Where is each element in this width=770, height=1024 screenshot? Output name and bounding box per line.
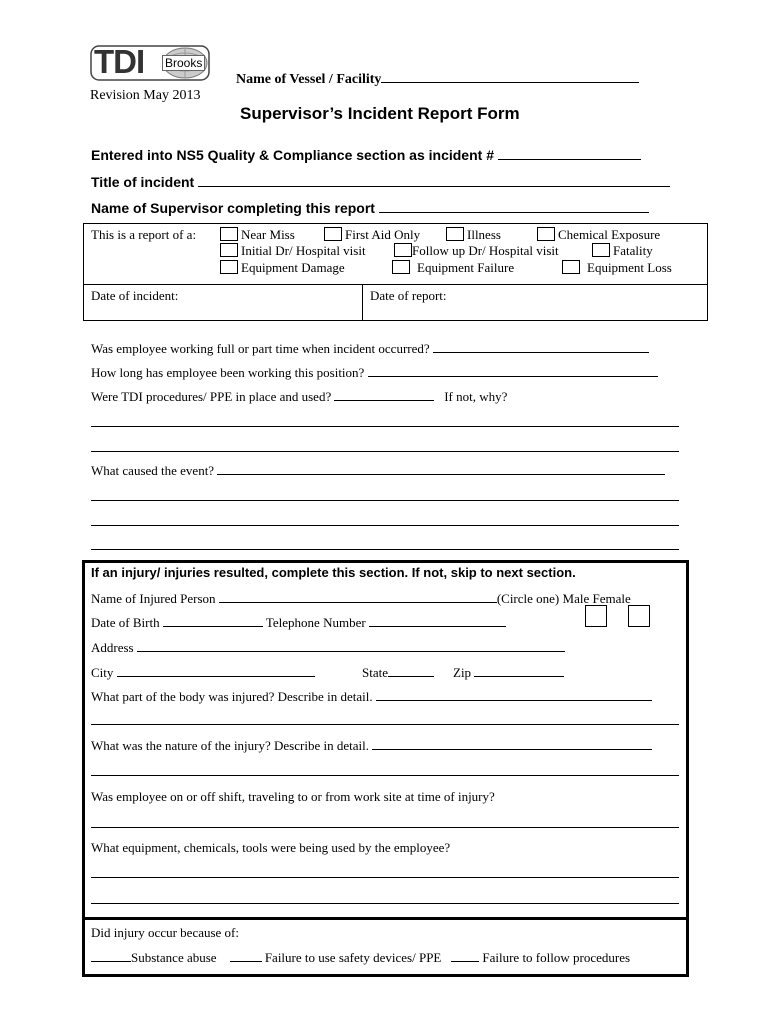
dob-field[interactable]: Date of Birth Telephone Number	[91, 614, 506, 631]
cause-options[interactable]	[91, 949, 630, 966]
report-type-label: This is a report of a:	[91, 227, 197, 242]
checkbox-equipment-loss[interactable]: Equipment Loss	[562, 260, 672, 276]
gender-boxes[interactable]	[585, 605, 650, 631]
answer-line[interactable]	[91, 775, 679, 776]
checkbox-equipment-damage[interactable]: Equipment Damage	[220, 260, 345, 276]
ns5-label: Entered into NS5 Quality & Compliance section as incident #	[91, 147, 494, 163]
checkbox-near-miss[interactable]: Near Miss	[220, 227, 295, 243]
answer-line[interactable]	[91, 500, 679, 501]
female-box[interactable]	[628, 605, 650, 627]
female-option[interactable]: Female	[592, 591, 631, 606]
vessel-field[interactable]	[236, 70, 639, 88]
answer-line[interactable]	[91, 549, 679, 550]
vessel-label: Name of Vessel / Facility	[236, 72, 382, 87]
incident-title-field[interactable]	[91, 174, 670, 190]
logo-text: TDI	[94, 43, 145, 80]
full-part-time-field[interactable]: Was employee working full or part time when incident occurred?	[91, 340, 649, 357]
shift-question: Was employee on or off shift, traveling to or from work site at time of injury?	[91, 789, 495, 804]
answer-line[interactable]	[91, 724, 679, 725]
male-option[interactable]: Male	[562, 591, 590, 606]
cause-label: Did injury occur because of:	[91, 925, 240, 940]
checkbox-followup-visit[interactable]: Follow up Dr/ Hospital visit	[394, 243, 559, 259]
answer-line[interactable]	[91, 451, 679, 452]
procedures-option[interactable]: Failure to follow procedures	[482, 950, 631, 965]
what-caused-field[interactable]: What caused the event?	[91, 462, 665, 479]
procedures-field[interactable]: Were TDI procedures/ PPE in place and used? If not, why?	[91, 389, 508, 404]
checkbox-equipment-failure[interactable]: Equipment Failure	[392, 260, 514, 276]
answer-line[interactable]	[91, 827, 679, 828]
ns5-field[interactable]	[91, 147, 641, 163]
date-of-report-field[interactable]: Date of report:	[370, 288, 447, 303]
how-long-field[interactable]: How long has employee been working this position?	[91, 364, 658, 381]
revision-date: Revision May 2013	[90, 88, 201, 103]
city-field[interactable]: City	[91, 664, 315, 681]
date-of-incident-field[interactable]: Date of incident:	[91, 288, 179, 303]
checkbox-illness[interactable]: Illness	[446, 227, 501, 243]
body-part-field[interactable]: What part of the body was injured? Describe in detail.	[91, 688, 652, 705]
address-field[interactable]: Address	[91, 639, 565, 656]
form-title: Supervisor’s Incident Report Form	[240, 104, 520, 123]
equipment-question: What equipment, chemicals, tools were being used by the employee?	[91, 840, 451, 855]
male-box[interactable]	[585, 605, 607, 627]
logo-sub: Brooks	[162, 55, 205, 71]
checkbox-initial-visit[interactable]: Initial Dr/ Hospital visit	[220, 243, 366, 259]
supervisor-field[interactable]	[91, 200, 649, 216]
zip-field[interactable]: Zip	[453, 664, 564, 681]
nature-field[interactable]: What was the nature of the injury? Describe in detail.	[91, 737, 652, 754]
answer-line[interactable]	[91, 525, 679, 526]
supervisor-label: Name of Supervisor completing this report	[91, 200, 375, 216]
safety-devices-option[interactable]: Failure to use safety devices/ PPE	[264, 950, 442, 965]
substance-option[interactable]: Substance abuse	[131, 950, 217, 965]
company-logo	[90, 45, 210, 81]
answer-line[interactable]	[91, 426, 679, 427]
answer-line[interactable]	[91, 903, 679, 904]
incident-title-label: Title of incident	[91, 174, 195, 190]
injured-name-field[interactable]: Name of Injured Person (Circle one) Male Female	[91, 591, 631, 606]
checkbox-first-aid[interactable]: First Aid Only	[324, 227, 420, 243]
answer-line[interactable]	[91, 877, 679, 878]
state-field[interactable]: State	[362, 664, 434, 681]
injury-heading: If an injury/ injuries resulted, complete this section. If not, skip to next section.	[91, 565, 576, 580]
checkbox-fatality[interactable]: Fatality	[592, 243, 653, 259]
checkbox-chemical-exposure[interactable]: Chemical Exposure	[537, 227, 660, 243]
